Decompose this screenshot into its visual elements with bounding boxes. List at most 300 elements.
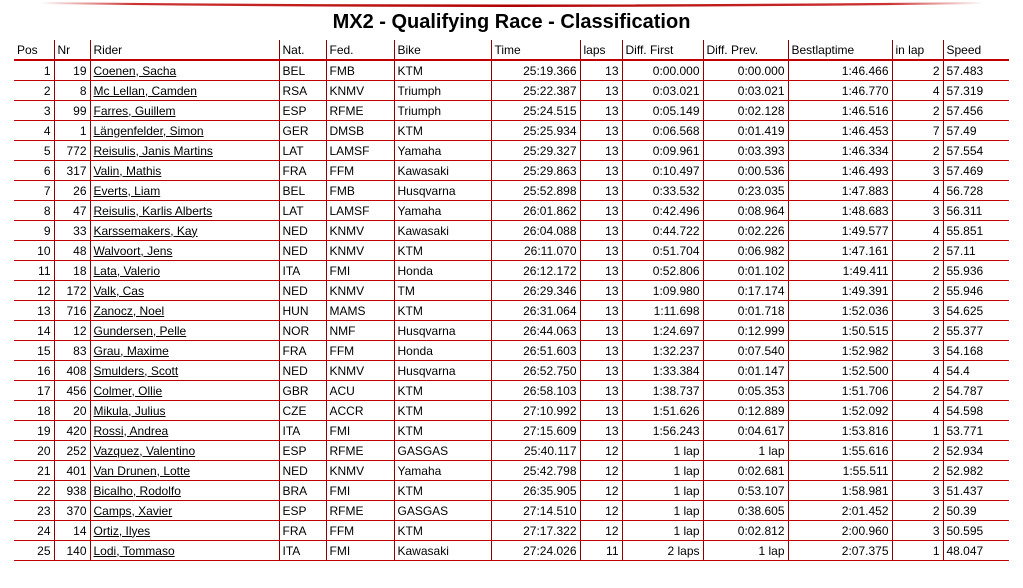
cell-pos: 15 bbox=[14, 341, 54, 361]
cell-time: 26:44.063 bbox=[491, 321, 580, 341]
table-row bbox=[14, 141, 1009, 161]
cell-bike: Yamaha bbox=[394, 141, 491, 161]
cell-fed: RFME bbox=[326, 501, 394, 521]
cell-fed: KNMV bbox=[326, 281, 394, 301]
col-header-nat: Nat. bbox=[279, 40, 326, 60]
cell-time: 26:35.905 bbox=[491, 481, 580, 501]
cell-rider bbox=[90, 141, 279, 161]
cell-in-lap: 2 bbox=[892, 461, 943, 481]
cell-time: 25:25.934 bbox=[491, 121, 580, 141]
cell-diff-prev: 0:02.681 bbox=[703, 461, 788, 481]
cell-laps: 13 bbox=[580, 321, 622, 341]
cell-diff-prev: 0:00.000 bbox=[703, 60, 788, 81]
cell-speed: 56.728 bbox=[943, 181, 1009, 201]
rider-link[interactable]: Farres, Guillem bbox=[93, 103, 176, 118]
cell-speed: 57.456 bbox=[943, 101, 1009, 121]
cell-fed: FMI bbox=[326, 541, 394, 561]
rider-link[interactable]: Gundersen, Pelle bbox=[93, 323, 187, 338]
table-row bbox=[14, 501, 1009, 521]
table-row bbox=[14, 301, 1009, 321]
cell-diff-first: 0:44.722 bbox=[622, 221, 703, 241]
cell-speed: 55.851 bbox=[943, 221, 1009, 241]
cell-rider bbox=[90, 281, 279, 301]
cell-in-lap: 2 bbox=[892, 261, 943, 281]
cell-diff-first: 0:33.532 bbox=[622, 181, 703, 201]
cell-speed: 55.946 bbox=[943, 281, 1009, 301]
cell-in-lap: 3 bbox=[892, 161, 943, 181]
cell-laps: 13 bbox=[580, 421, 622, 441]
cell-fed: FMI bbox=[326, 481, 394, 501]
cell-speed: 54.787 bbox=[943, 381, 1009, 401]
cell-speed: 50.595 bbox=[943, 521, 1009, 541]
rider-link[interactable]: Smulders, Scott bbox=[93, 363, 179, 378]
cell-time: 25:19.366 bbox=[491, 60, 580, 81]
table-row bbox=[14, 241, 1009, 261]
cell-bike: KTM bbox=[394, 301, 491, 321]
rider-link[interactable]: Bicalho, Rodolfo bbox=[93, 483, 181, 498]
cell-pos: 6 bbox=[14, 161, 54, 181]
cell-bike: GASGAS bbox=[394, 501, 491, 521]
cell-bestlaptime: 1:55.616 bbox=[788, 441, 892, 461]
cell-diff-first: 0:09.961 bbox=[622, 141, 703, 161]
cell-diff-prev: 1 lap bbox=[703, 541, 788, 561]
cell-bike: Husqvarna bbox=[394, 181, 491, 201]
cell-laps: 13 bbox=[580, 401, 622, 421]
rider-link[interactable]: Camps, Xavier bbox=[93, 503, 173, 518]
cell-speed: 57.319 bbox=[943, 81, 1009, 101]
cell-nr: 8 bbox=[54, 81, 90, 101]
cell-laps: 12 bbox=[580, 441, 622, 461]
cell-rider bbox=[90, 401, 279, 421]
cell-rider bbox=[90, 101, 279, 121]
cell-nat: FRA bbox=[279, 521, 326, 541]
cell-speed: 57.469 bbox=[943, 161, 1009, 181]
header-row bbox=[14, 40, 1009, 60]
cell-nat: BEL bbox=[279, 181, 326, 201]
col-header-nr: Nr bbox=[54, 40, 90, 60]
cell-fed: DMSB bbox=[326, 121, 394, 141]
classification-table bbox=[14, 40, 1009, 561]
cell-laps: 11 bbox=[580, 541, 622, 561]
cell-nat: NED bbox=[279, 221, 326, 241]
cell-diff-first: 1:09.980 bbox=[622, 281, 703, 301]
cell-in-lap: 2 bbox=[892, 141, 943, 161]
cell-fed: ACCR bbox=[326, 401, 394, 421]
cell-in-lap: 2 bbox=[892, 501, 943, 521]
cell-nr: 99 bbox=[54, 101, 90, 121]
cell-diff-prev: 0:01.718 bbox=[703, 301, 788, 321]
cell-nr: 14 bbox=[54, 521, 90, 541]
cell-nat: BRA bbox=[279, 481, 326, 501]
cell-time: 25:29.327 bbox=[491, 141, 580, 161]
table-row bbox=[14, 521, 1009, 541]
col-header-fed: Fed. bbox=[326, 40, 394, 60]
rider-link[interactable]: Valk, Cas bbox=[93, 283, 144, 298]
cell-in-lap: 2 bbox=[892, 321, 943, 341]
cell-nat: NOR bbox=[279, 321, 326, 341]
cell-diff-first: 1:56.243 bbox=[622, 421, 703, 441]
cell-diff-first: 0:42.496 bbox=[622, 201, 703, 221]
rider-link[interactable]: Van Drunen, Lotte bbox=[93, 463, 191, 478]
table-row bbox=[14, 461, 1009, 481]
cell-nat: CZE bbox=[279, 401, 326, 421]
rider-link[interactable]: Karssemakers, Kay bbox=[93, 223, 198, 238]
cell-bike: Triumph bbox=[394, 101, 491, 121]
cell-bestlaptime: 1:47.161 bbox=[788, 241, 892, 261]
cell-speed: 53.771 bbox=[943, 421, 1009, 441]
cell-in-lap: 3 bbox=[892, 521, 943, 541]
cell-time: 26:51.603 bbox=[491, 341, 580, 361]
cell-pos: 2 bbox=[14, 81, 54, 101]
cell-nat: FRA bbox=[279, 161, 326, 181]
cell-bike: KTM bbox=[394, 381, 491, 401]
table-row bbox=[14, 161, 1009, 181]
cell-laps: 13 bbox=[580, 341, 622, 361]
cell-bestlaptime: 2:00.960 bbox=[788, 521, 892, 541]
cell-laps: 12 bbox=[580, 461, 622, 481]
cell-rider bbox=[90, 181, 279, 201]
rider-link[interactable]: Mikula, Julius bbox=[93, 403, 166, 418]
col-header-time: Time bbox=[491, 40, 580, 60]
cell-bike: KTM bbox=[394, 121, 491, 141]
cell-fed: FMB bbox=[326, 60, 394, 81]
cell-in-lap: 4 bbox=[892, 221, 943, 241]
cell-nr: 1 bbox=[54, 121, 90, 141]
cell-in-lap: 1 bbox=[892, 541, 943, 561]
cell-rider bbox=[90, 201, 279, 221]
col-header-bike: Bike bbox=[394, 40, 491, 60]
cell-nr: 19 bbox=[54, 60, 90, 81]
cell-speed: 57.49 bbox=[943, 121, 1009, 141]
cell-nat: GER bbox=[279, 121, 326, 141]
cell-bestlaptime: 1:52.982 bbox=[788, 341, 892, 361]
cell-diff-first: 0:52.806 bbox=[622, 261, 703, 281]
cell-diff-prev: 0:03.021 bbox=[703, 81, 788, 101]
cell-diff-prev: 0:02.128 bbox=[703, 101, 788, 121]
cell-laps: 13 bbox=[580, 81, 622, 101]
cell-pos: 23 bbox=[14, 501, 54, 521]
cell-laps: 13 bbox=[580, 221, 622, 241]
col-header-speed: Speed bbox=[943, 40, 1009, 60]
cell-diff-prev: 0:03.393 bbox=[703, 141, 788, 161]
cell-in-lap: 2 bbox=[892, 441, 943, 461]
cell-bestlaptime: 1:48.683 bbox=[788, 201, 892, 221]
cell-pos: 24 bbox=[14, 521, 54, 541]
table-row bbox=[14, 221, 1009, 241]
rider-link[interactable]: Lodi, Tommaso bbox=[93, 543, 175, 558]
col-header-rider: Rider bbox=[90, 40, 279, 60]
cell-fed: MAMS bbox=[326, 301, 394, 321]
cell-nr: 716 bbox=[54, 301, 90, 321]
cell-time: 25:42.798 bbox=[491, 461, 580, 481]
cell-nat: ITA bbox=[279, 421, 326, 441]
cell-pos: 22 bbox=[14, 481, 54, 501]
cell-diff-prev: 0:05.353 bbox=[703, 381, 788, 401]
cell-pos: 17 bbox=[14, 381, 54, 401]
rider-link[interactable]: Grau, Maxime bbox=[93, 343, 169, 358]
cell-fed: FFM bbox=[326, 521, 394, 541]
cell-laps: 13 bbox=[580, 241, 622, 261]
cell-laps: 13 bbox=[580, 361, 622, 381]
cell-nat: ESP bbox=[279, 101, 326, 121]
cell-time: 25:29.863 bbox=[491, 161, 580, 181]
rider-link[interactable]: Lata, Valerio bbox=[93, 263, 160, 278]
cell-laps: 13 bbox=[580, 161, 622, 181]
cell-nr: 47 bbox=[54, 201, 90, 221]
rider-link[interactable]: Vazquez, Valentino bbox=[93, 443, 196, 458]
cell-bestlaptime: 1:46.466 bbox=[788, 60, 892, 81]
cell-pos: 20 bbox=[14, 441, 54, 461]
cell-fed: LAMSF bbox=[326, 141, 394, 161]
cell-nat: HUN bbox=[279, 301, 326, 321]
cell-diff-first: 0:05.149 bbox=[622, 101, 703, 121]
rider-link[interactable]: Colmer, Ollie bbox=[93, 383, 163, 398]
cell-laps: 13 bbox=[580, 101, 622, 121]
cell-diff-first: 1 lap bbox=[622, 501, 703, 521]
cell-fed: RFME bbox=[326, 441, 394, 461]
cell-rider bbox=[90, 461, 279, 481]
table-row bbox=[14, 81, 1009, 101]
table-row bbox=[14, 60, 1009, 81]
cell-rider bbox=[90, 521, 279, 541]
cell-bestlaptime: 1:52.500 bbox=[788, 361, 892, 381]
cell-pos: 13 bbox=[14, 301, 54, 321]
cell-speed: 54.4 bbox=[943, 361, 1009, 381]
cell-laps: 13 bbox=[580, 261, 622, 281]
cell-time: 26:04.088 bbox=[491, 221, 580, 241]
cell-speed: 51.437 bbox=[943, 481, 1009, 501]
page-title: MX2 - Qualifying Race - Classification bbox=[332, 11, 691, 33]
col-header-laps: laps bbox=[580, 40, 622, 60]
cell-fed: LAMSF bbox=[326, 201, 394, 221]
cell-nat: NED bbox=[279, 281, 326, 301]
cell-fed: FMI bbox=[326, 261, 394, 281]
cell-fed: FFM bbox=[326, 161, 394, 181]
cell-pos: 7 bbox=[14, 181, 54, 201]
cell-rider bbox=[90, 501, 279, 521]
rider-link[interactable]: Everts, Liam bbox=[93, 183, 161, 198]
cell-bestlaptime: 1:46.334 bbox=[788, 141, 892, 161]
cell-bestlaptime: 1:46.493 bbox=[788, 161, 892, 181]
cell-bike: Husqvarna bbox=[394, 321, 491, 341]
cell-pos: 18 bbox=[14, 401, 54, 421]
cell-speed: 54.598 bbox=[943, 401, 1009, 421]
cell-nat: ITA bbox=[279, 261, 326, 281]
cell-fed: RFME bbox=[326, 101, 394, 121]
cell-diff-prev: 0:12.999 bbox=[703, 321, 788, 341]
cell-rider bbox=[90, 301, 279, 321]
cell-bike: Kawasaki bbox=[394, 541, 491, 561]
cell-diff-prev: 0:06.982 bbox=[703, 241, 788, 261]
cell-bike: Honda bbox=[394, 261, 491, 281]
cell-nr: 420 bbox=[54, 421, 90, 441]
cell-fed: KNMV bbox=[326, 361, 394, 381]
cell-bike: KTM bbox=[394, 401, 491, 421]
cell-pos: 4 bbox=[14, 121, 54, 141]
cell-bestlaptime: 1:55.511 bbox=[788, 461, 892, 481]
cell-nat: FRA bbox=[279, 341, 326, 361]
cell-nr: 938 bbox=[54, 481, 90, 501]
cell-pos: 16 bbox=[14, 361, 54, 381]
rider-link[interactable]: Coenen, Sacha bbox=[93, 63, 177, 78]
cell-bike: KTM bbox=[394, 241, 491, 261]
cell-pos: 14 bbox=[14, 321, 54, 341]
table-row bbox=[14, 441, 1009, 461]
cell-speed: 55.377 bbox=[943, 321, 1009, 341]
cell-diff-first: 1:32.237 bbox=[622, 341, 703, 361]
cell-diff-first: 0:10.497 bbox=[622, 161, 703, 181]
cell-time: 26:29.346 bbox=[491, 281, 580, 301]
cell-in-lap: 3 bbox=[892, 201, 943, 221]
cell-nr: 172 bbox=[54, 281, 90, 301]
cell-diff-prev: 0:53.107 bbox=[703, 481, 788, 501]
cell-pos: 21 bbox=[14, 461, 54, 481]
cell-fed: KNMV bbox=[326, 461, 394, 481]
table-row bbox=[14, 401, 1009, 421]
cell-nr: 456 bbox=[54, 381, 90, 401]
table-row bbox=[14, 541, 1009, 561]
cell-bike: Triumph bbox=[394, 81, 491, 101]
cell-speed: 50.39 bbox=[943, 501, 1009, 521]
cell-time: 26:01.862 bbox=[491, 201, 580, 221]
cell-diff-prev: 0:01.147 bbox=[703, 361, 788, 381]
cell-time: 27:24.026 bbox=[491, 541, 580, 561]
cell-diff-first: 0:06.568 bbox=[622, 121, 703, 141]
cell-laps: 13 bbox=[580, 281, 622, 301]
cell-fed: ACU bbox=[326, 381, 394, 401]
cell-laps: 13 bbox=[580, 60, 622, 81]
cell-diff-first: 1:24.697 bbox=[622, 321, 703, 341]
rider-link[interactable]: Zanocz, Noel bbox=[93, 303, 165, 318]
cell-bestlaptime: 1:46.516 bbox=[788, 101, 892, 121]
cell-speed: 57.554 bbox=[943, 141, 1009, 161]
cell-nr: 18 bbox=[54, 261, 90, 281]
table-row bbox=[14, 341, 1009, 361]
cell-nr: 317 bbox=[54, 161, 90, 181]
cell-nat: NED bbox=[279, 361, 326, 381]
cell-diff-prev: 0:23.035 bbox=[703, 181, 788, 201]
cell-speed: 56.311 bbox=[943, 201, 1009, 221]
cell-fed: KNMV bbox=[326, 81, 394, 101]
cell-in-lap: 4 bbox=[892, 361, 943, 381]
cell-in-lap: 7 bbox=[892, 121, 943, 141]
cell-pos: 11 bbox=[14, 261, 54, 281]
cell-rider bbox=[90, 81, 279, 101]
cell-bike: KTM bbox=[394, 60, 491, 81]
cell-diff-first: 1 lap bbox=[622, 481, 703, 501]
cell-rider bbox=[90, 361, 279, 381]
cell-speed: 55.936 bbox=[943, 261, 1009, 281]
cell-bestlaptime: 1:53.816 bbox=[788, 421, 892, 441]
cell-in-lap: 3 bbox=[892, 341, 943, 361]
cell-bestlaptime: 2:07.375 bbox=[788, 541, 892, 561]
rider-link[interactable]: Reisulis, Karlis Alberts bbox=[93, 203, 213, 218]
cell-bike: Honda bbox=[394, 341, 491, 361]
cell-diff-first: 0:03.021 bbox=[622, 81, 703, 101]
cell-bike: Husqvarna bbox=[394, 361, 491, 381]
cell-fed: FFM bbox=[326, 341, 394, 361]
cell-nat: ESP bbox=[279, 441, 326, 461]
cell-pos: 8 bbox=[14, 201, 54, 221]
cell-time: 27:15.609 bbox=[491, 421, 580, 441]
cell-fed: FMI bbox=[326, 421, 394, 441]
cell-diff-first: 2 laps bbox=[622, 541, 703, 561]
cell-nat: ITA bbox=[279, 541, 326, 561]
rider-link[interactable]: Längenfelder, Simon bbox=[93, 123, 204, 138]
rider-link[interactable]: Rossi, Andrea bbox=[93, 423, 169, 438]
rider-link[interactable]: Ortiz, Ilyes bbox=[93, 523, 151, 538]
cell-rider bbox=[90, 481, 279, 501]
cell-speed: 48.047 bbox=[943, 541, 1009, 561]
cell-in-lap: 4 bbox=[892, 401, 943, 421]
cell-nr: 48 bbox=[54, 241, 90, 261]
cell-pos: 19 bbox=[14, 421, 54, 441]
cell-laps: 13 bbox=[580, 181, 622, 201]
cell-rider bbox=[90, 221, 279, 241]
cell-bestlaptime: 1:46.453 bbox=[788, 121, 892, 141]
cell-speed: 54.168 bbox=[943, 341, 1009, 361]
cell-in-lap: 1 bbox=[892, 421, 943, 441]
cell-laps: 12 bbox=[580, 501, 622, 521]
table-row bbox=[14, 261, 1009, 281]
cell-bike: TM bbox=[394, 281, 491, 301]
cell-diff-prev: 0:17.174 bbox=[703, 281, 788, 301]
cell-speed: 57.483 bbox=[943, 60, 1009, 81]
rider-link[interactable]: Valin, Mathis bbox=[93, 163, 162, 178]
cell-speed: 52.934 bbox=[943, 441, 1009, 461]
cell-nr: 140 bbox=[54, 541, 90, 561]
cell-diff-first: 1:33.384 bbox=[622, 361, 703, 381]
cell-laps: 13 bbox=[580, 121, 622, 141]
cell-rider bbox=[90, 121, 279, 141]
cell-rider bbox=[90, 381, 279, 401]
cell-time: 26:11.070 bbox=[491, 241, 580, 261]
cell-nat: ESP bbox=[279, 501, 326, 521]
cell-nr: 370 bbox=[54, 501, 90, 521]
cell-bestlaptime: 1:49.577 bbox=[788, 221, 892, 241]
cell-pos: 10 bbox=[14, 241, 54, 261]
cell-diff-first: 0:00.000 bbox=[622, 60, 703, 81]
rider-link[interactable]: Mc Lellan, Camden bbox=[93, 83, 197, 98]
table-row bbox=[14, 361, 1009, 381]
cell-speed: 57.11 bbox=[943, 241, 1009, 261]
cell-time: 27:17.322 bbox=[491, 521, 580, 541]
cell-bike: Yamaha bbox=[394, 201, 491, 221]
rider-link[interactable]: Walvoort, Jens bbox=[93, 243, 173, 258]
rider-link[interactable]: Reisulis, Janis Martins bbox=[93, 143, 213, 158]
table-row bbox=[14, 421, 1009, 441]
cell-rider bbox=[90, 261, 279, 281]
cell-fed: KNMV bbox=[326, 221, 394, 241]
cell-laps: 13 bbox=[580, 381, 622, 401]
cell-time: 25:24.515 bbox=[491, 101, 580, 121]
cell-nat: BEL bbox=[279, 60, 326, 81]
cell-rider bbox=[90, 161, 279, 181]
cell-rider bbox=[90, 321, 279, 341]
table-row bbox=[14, 201, 1009, 221]
cell-bestlaptime: 1:52.092 bbox=[788, 401, 892, 421]
cell-diff-prev: 0:08.964 bbox=[703, 201, 788, 221]
col-header-in-lap: in lap bbox=[892, 40, 943, 60]
cell-diff-first: 1:38.737 bbox=[622, 381, 703, 401]
cell-nr: 33 bbox=[54, 221, 90, 241]
cell-fed: KNMV bbox=[326, 241, 394, 261]
col-header-bestlaptime: Bestlaptime bbox=[788, 40, 892, 60]
cell-bestlaptime: 1:49.391 bbox=[788, 281, 892, 301]
cell-bike: GASGAS bbox=[394, 441, 491, 461]
cell-rider bbox=[90, 421, 279, 441]
col-header-diff-prev: Diff. Prev. bbox=[703, 40, 788, 60]
